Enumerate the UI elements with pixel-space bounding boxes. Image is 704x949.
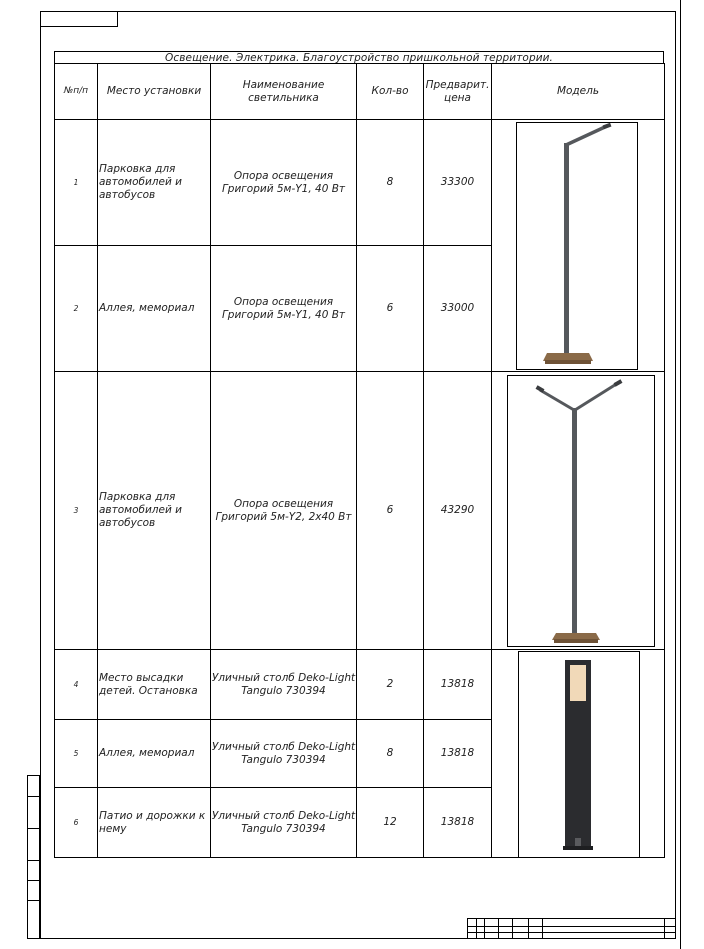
table-title: Освещение. Электрика. Благоустройство пришкольной территории.: [54, 51, 664, 64]
row-price: 33300: [424, 120, 492, 246]
header-place: Место установки: [98, 64, 211, 120]
stamp-line: [528, 919, 529, 938]
bollard-light-icon: [519, 652, 639, 857]
model-cell-y2: [492, 372, 665, 650]
model-image-tangulo: [518, 651, 640, 857]
model-cell-y1: [492, 120, 665, 372]
row-name: Уличный столб Deko-Light Tangulo 730394: [211, 650, 357, 720]
street-light-y2-icon: [508, 376, 654, 646]
table-row: [55, 372, 665, 650]
stamp-line: [664, 919, 665, 938]
title-block-stamp: [467, 918, 676, 939]
row-num: 6: [55, 788, 98, 858]
table-row: [55, 650, 665, 720]
row-name: Опора освещения Григорий 5м-Y1, 40 Вт: [211, 120, 357, 246]
row-num: 2: [55, 246, 98, 372]
row-price: 13818: [424, 788, 492, 858]
row-place: Место высадки детей. Остановка: [98, 650, 211, 720]
row-name: Опора освещения Григорий 5м-Y2, 2х40 Вт: [211, 372, 357, 650]
row-name: Опора освещения Григорий 5м-Y1, 40 Вт: [211, 246, 357, 372]
stamp-line: [484, 919, 485, 938]
row-name: Уличный столб Deko-Light Tangulo 730394: [211, 788, 357, 858]
header-model: Модель: [492, 64, 665, 120]
row-qty: 6: [357, 372, 424, 650]
row-price: 13818: [424, 720, 492, 788]
row-num: 1: [55, 120, 98, 246]
model-cell-tangulo: [492, 650, 665, 858]
row-qty: 2: [357, 650, 424, 720]
row-qty: 8: [357, 720, 424, 788]
stamp-line: [512, 919, 513, 938]
row-name: Уличный столб Deko-Light Tangulo 730394: [211, 720, 357, 788]
header-qty: Кол-во: [357, 64, 424, 120]
row-qty: 6: [357, 246, 424, 372]
row-num: 4: [55, 650, 98, 720]
table-row: [55, 120, 665, 246]
stamp-line: [542, 919, 543, 938]
header-name: Наименование светильника: [211, 64, 357, 120]
side-strip-divider: [28, 880, 40, 881]
row-num: 3: [55, 372, 98, 650]
side-strip-divider: [28, 860, 40, 861]
side-strip-divider: [28, 828, 40, 829]
row-price: 33000: [424, 246, 492, 372]
model-image-y1: [516, 122, 638, 370]
row-qty: 8: [357, 120, 424, 246]
row-num: 5: [55, 720, 98, 788]
row-qty: 12: [357, 788, 424, 858]
row-place: Патио и дорожки к нему: [98, 788, 211, 858]
stamp-line: [498, 919, 499, 938]
stamp-line: [476, 919, 477, 938]
row-place: Парковка для автомобилей и автобусов: [98, 120, 211, 246]
row-place: Аллея, мемориал: [98, 246, 211, 372]
street-light-y1-icon: [517, 123, 637, 369]
row-place: Парковка для автомобилей и автобусов: [98, 372, 211, 650]
stamp-line: [468, 932, 675, 933]
row-price: 43290: [424, 372, 492, 650]
row-price: 13818: [424, 650, 492, 720]
lighting-table: [54, 63, 665, 858]
table-header-row: [55, 64, 665, 120]
side-strip-divider: [28, 796, 40, 797]
stamp-line: [468, 926, 675, 927]
header-num: №п/п: [55, 64, 98, 120]
side-strip-divider: [28, 900, 40, 901]
row-place: Аллея, мемориал: [98, 720, 211, 788]
sheet-edge-line: [680, 0, 681, 949]
frame-top-tab: [40, 11, 118, 27]
model-image-y2: [507, 375, 655, 647]
header-price: Предварит. цена: [424, 64, 492, 120]
frame-side-strip: [27, 775, 40, 939]
